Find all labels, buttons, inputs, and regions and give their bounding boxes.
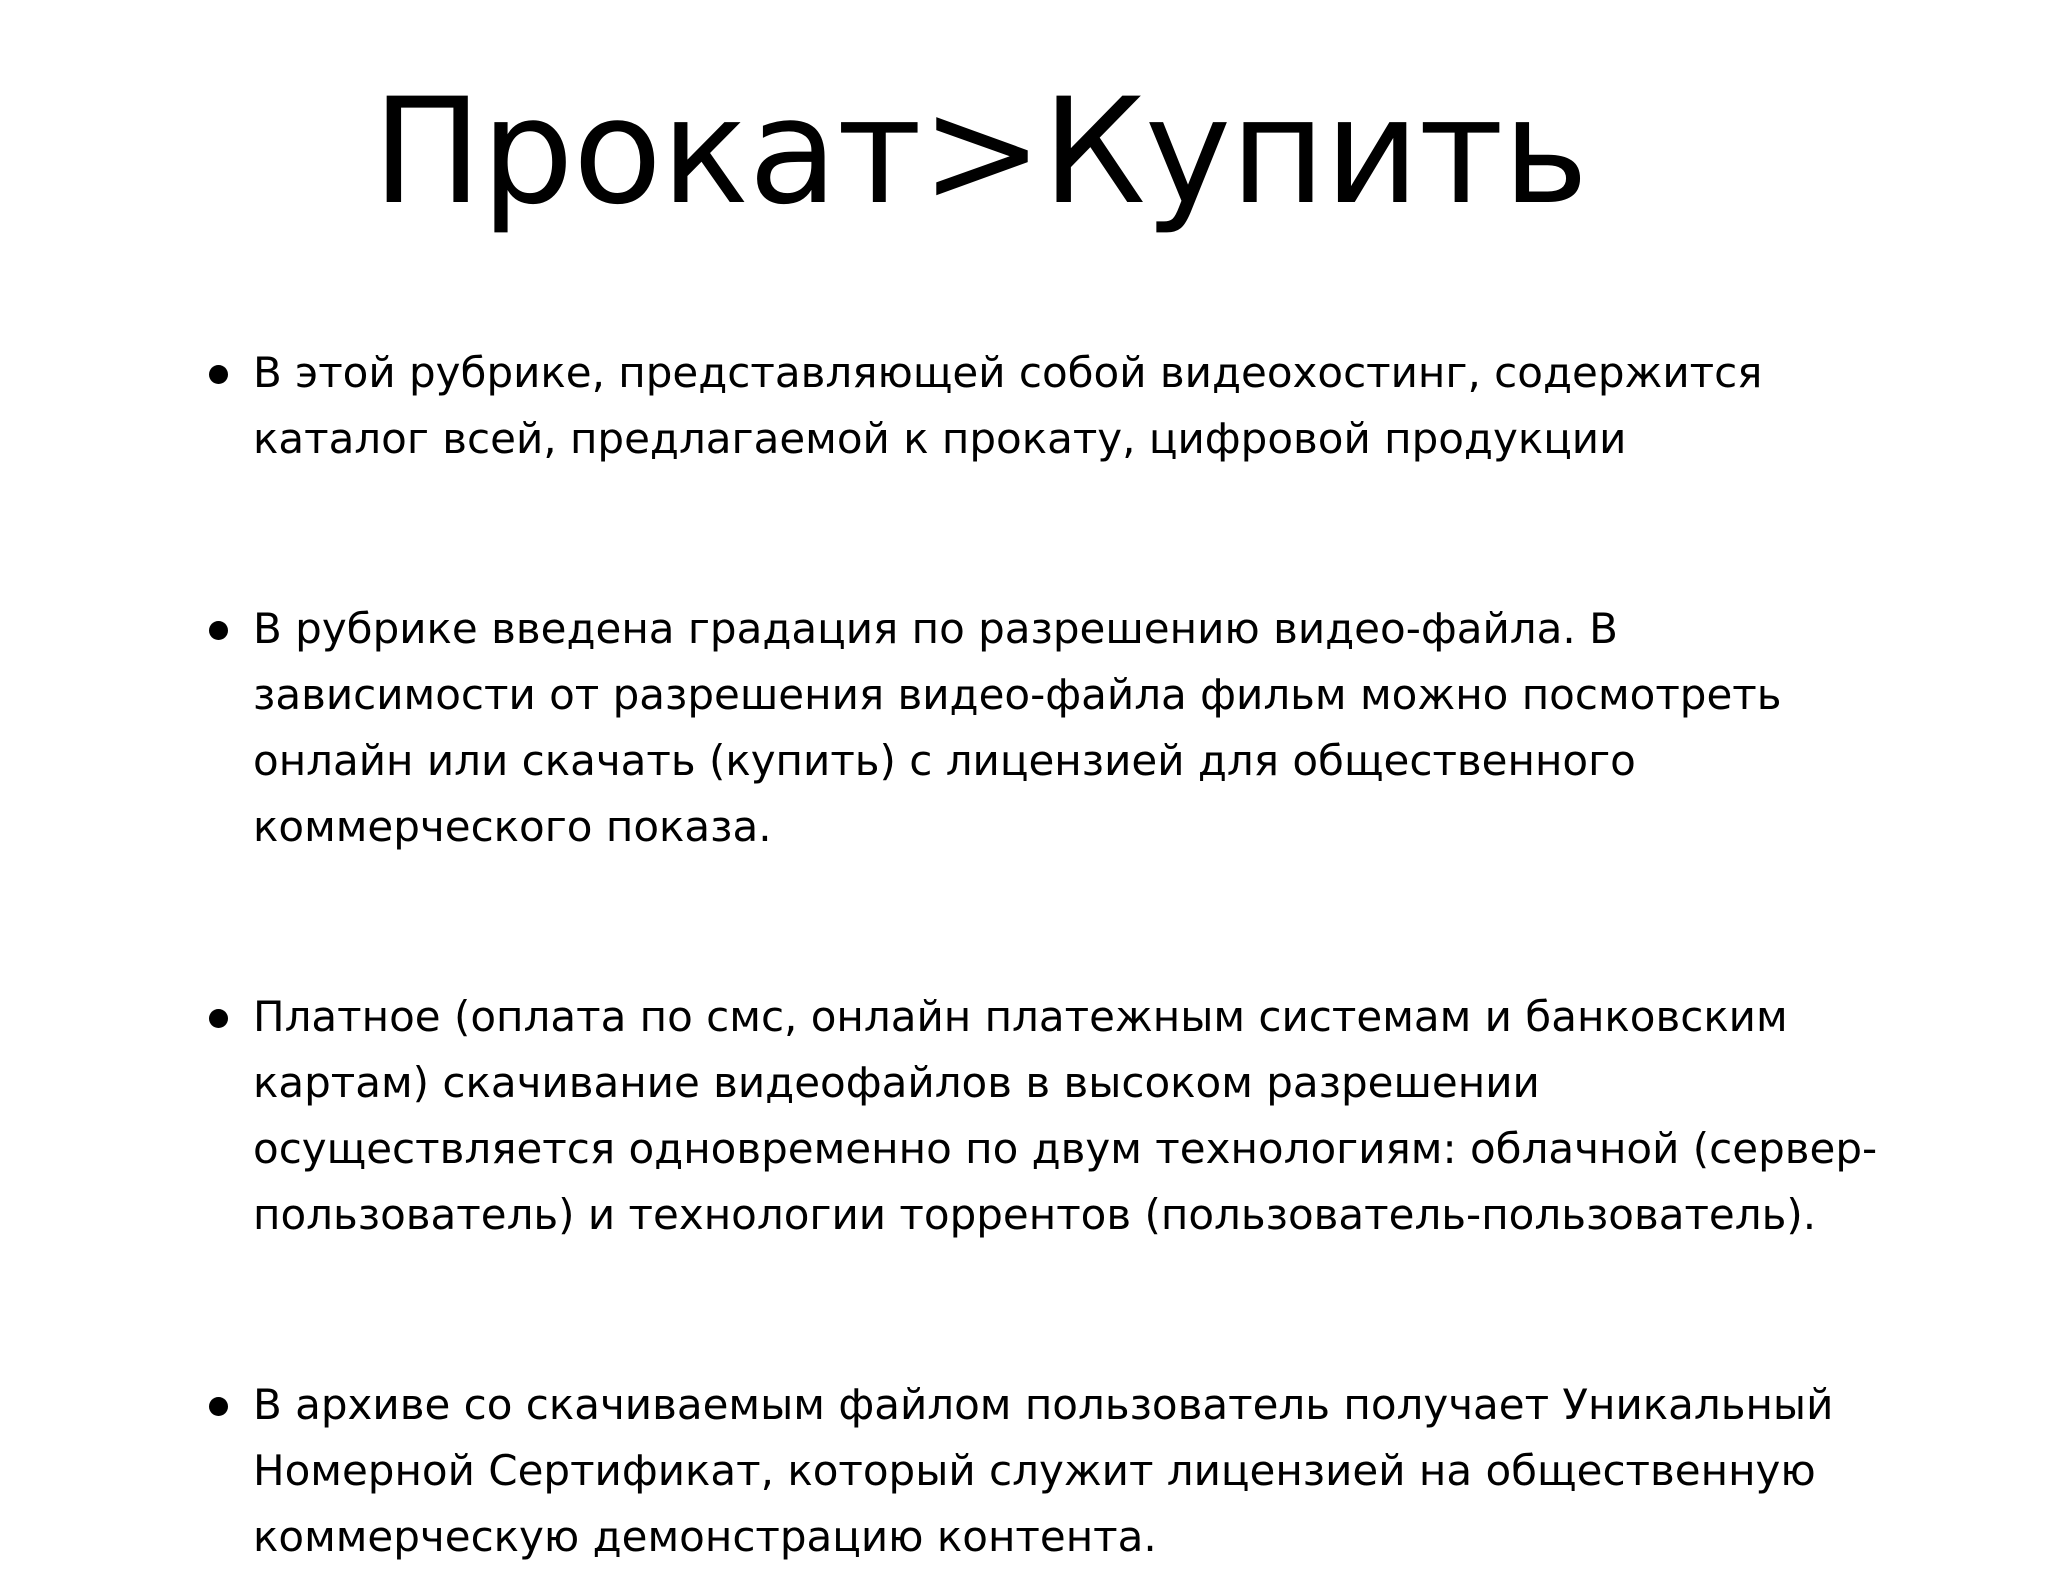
bullet-item [207,1372,1907,1570]
bullet-dot-icon [209,621,228,640]
bullet-dot-icon [209,365,228,384]
bullet-item [207,596,1907,860]
bullet-text: В рубрике введена градация по разрешению видео-файла. В зависимости от разрешения видео-файла фильм можно посмотреть онлайн или скачать (купить) с лицензией для общественного коммерческого показа. [253,604,1782,851]
bullet-item [207,984,1907,1248]
bullet-text: В архиве со скачиваемым файлом пользователь получает Уникальный Номерной Сертификат, который служит лицензией на общественную коммерческую демонстрацию контента. [253,1380,1834,1561]
bullet-text: В этой рубрике, представляющей собой видеохостинг, содержится каталог всей, предлагаемой к прокату, цифровой продукции [253,348,1763,463]
bullet-text: Платное (оплата по смс, онлайн платежным системам и банковским картам) скачивание видеофайлов в высоком разрешении осуществляется одновременно по двум технологиям: облачной (сервер-пользователь) и технологии торрентов (пользователь-пользователь). [253,992,1878,1239]
bullet-item [207,340,1907,472]
bullet-dot-icon [209,1397,228,1416]
bullet-list [207,340,1907,1570]
slide-title: Прокат>Купить [372,67,1588,237]
bullet-dot-icon [209,1009,228,1028]
